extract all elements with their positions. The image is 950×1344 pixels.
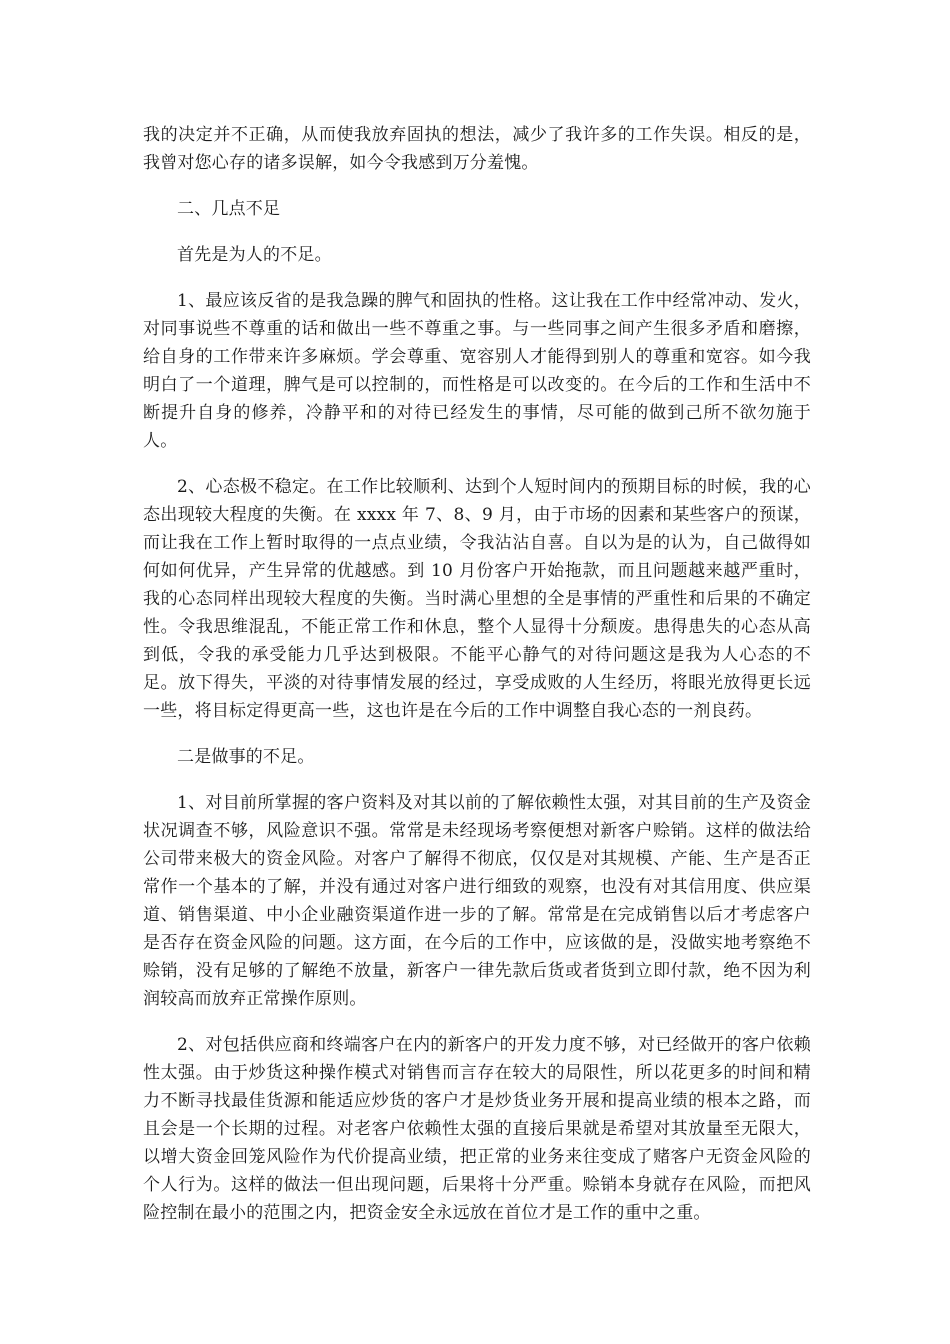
subheading-personal-shortcomings: 首先是为人的不足。 bbox=[177, 245, 332, 265]
paragraph-new-customers: 2、对包括供应商和终端客户在内的新客户的开发力度不够，对已经做开的客户依赖性太强。由于炒货这种操作模式对销售而言存在较大的局限性，所以花更多的时间和精力不断寻找最佳货源和能适应炒货的客户才是炒货业务开展和提高业绩的根本之路，而且会是一个长期的过程。对老客户依赖性太强的直接后果就是希望对其放量至无限大，以增大资金回笼风险作为代价提高业绩，把正常的业务来往变成了赌客户无资金风险的个人行为。这样的做法一但出现问题，后果将十分严重。赊销本身就存在风险，而把风险控制在最小的范围之内，把资金安全永远放在首位才是工作的重中之重。 bbox=[143, 1035, 811, 1223]
paragraph-mindset: 2、心态极不稳定。在工作比较顺利、达到个人短时间内的预期目标的时候，我的心态出现较大程度的失衡。在 xxxx 年 7、8、9 月，由于市场的因素和某些客户的预谋，而让我在工作上暂时取得的一点点业绩，令我沾沾自喜。自以为是的认为，自己做得如何如何优异，产生异常的优越感。到 10 月份客户开始拖款，而且问题越来越严重时，我的心态同样出现较大程度的失衡。当时满心里想的全是事情的严重性和后果的不确定性。令我思维混乱，不能正常工作和休息，整个人显得十分颓废。患得患失的心态从高到低，令我的承受能力几乎达到极限。不能平心静气的对待问题这是我为人心态的不足。放下得失，平淡的对待事情发展的经过，享受成败的人生经历，将眼光放得更长远一些，将目标定得更高一些，这也许是在今后的工作中调整自我心态的一剂良药。 bbox=[143, 477, 811, 721]
document-body bbox=[143, 121, 811, 1245]
subheading-work-shortcomings: 二是做事的不足。 bbox=[177, 747, 315, 767]
paragraph-temper: 1、最应该反省的是我急躁的脾气和固执的性格。这让我在工作中经常冲动、发火，对同事说些不尊重的话和做出一些不尊重之事。与一些同事之间产生很多矛盾和磨擦，给自身的工作带来许多麻烦。学会尊重、宽容别人才能得到别人的尊重和宽容。如今我明白了一个道理，脾气是可以控制的，而性格是可以改变的。在今后的工作和生活中不断提升自身的修养，冷静平和的对待已经发生的事情，尽可能的做到己所不欲勿施于人。 bbox=[143, 291, 811, 451]
paragraph-customer-risk: 1、对目前所掌握的客户资料及对其以前的了解依赖性太强，对其目前的生产及资金状况调查不够，风险意识不强。常常是未经现场考察便想对新客户赊销。这样的做法给公司带来极大的资金风险。对客户了解得不彻底，仅仅是对其规模、产能、生产是否正常作一个基本的了解，并没有通过对客户进行细致的观察，也没有对其信用度、供应渠道、销售渠道、中小企业融资渠道作进一步的了解。常常是在完成销售以后才考虑客户是否存在资金风险的问题。这方面，在今后的工作中，应该做的是，没做实地考察绝不赊销，没有足够的了解绝不放量，新客户一律先款后货或者货到立即付款，绝不因为利润较高而放弃正常操作原则。 bbox=[143, 793, 811, 1009]
paragraph-continuation: 我的决定并不正确，从而使我放弃固执的想法，减少了我许多的工作失误。相反的是，我曾对您心存的诸多误解，如今令我感到万分羞愧。 bbox=[143, 125, 811, 173]
section-heading-shortcomings: 二、几点不足 bbox=[177, 199, 281, 219]
